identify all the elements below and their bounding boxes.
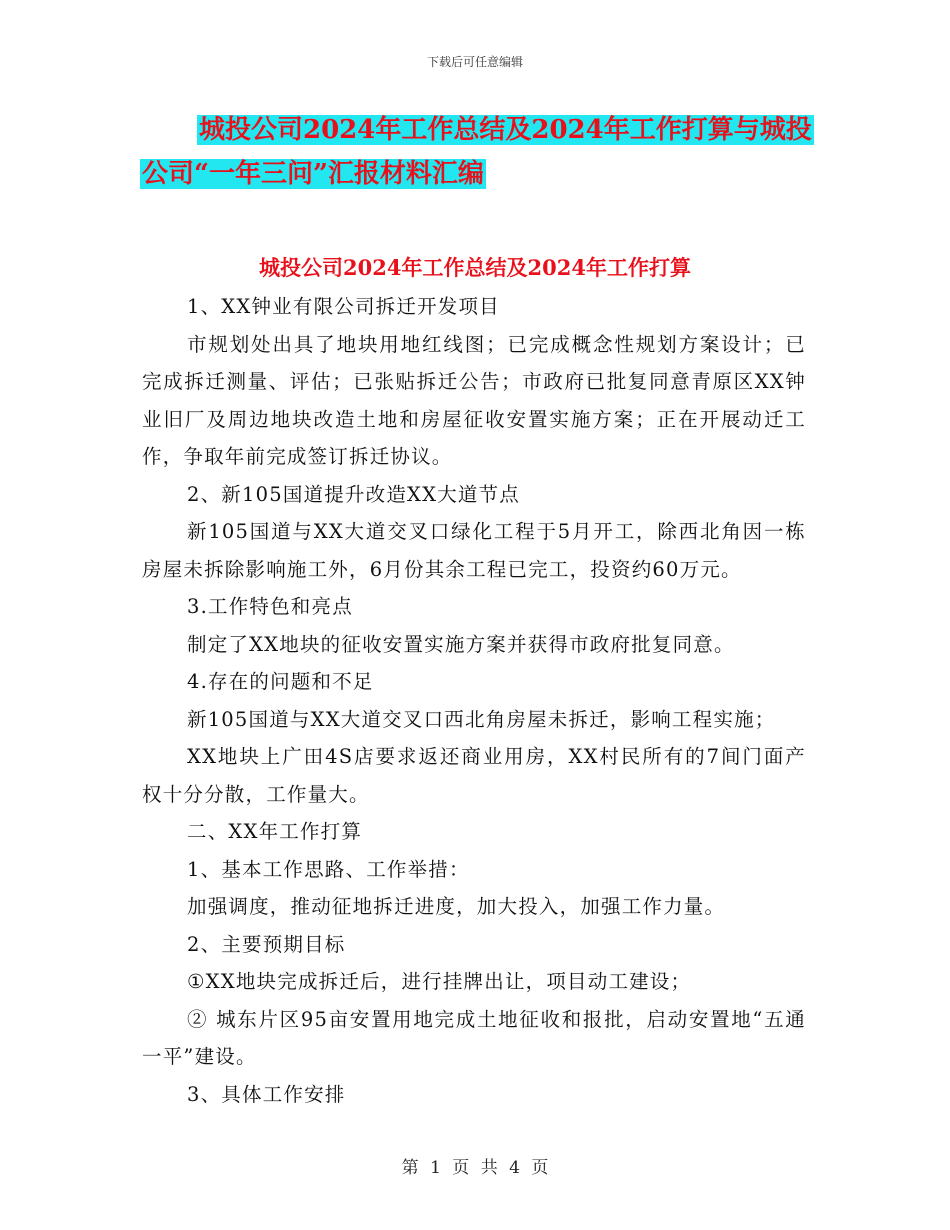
page-header: 下载后可任意编辑 xyxy=(426,55,523,69)
paragraph: 2、主要预期目标 xyxy=(187,932,346,956)
paragraph: 新105国道与XX大道交叉口绿化工程于5月开工，除西北角因一栋房屋未拆除影响施工外，6月份其余工程已完工，投资约60万元。 xyxy=(142,520,806,581)
page-footer: 第 1 页 共 4 页 xyxy=(401,1158,549,1178)
paragraph: 二、XX年工作打算 xyxy=(187,820,363,843)
title-line-1 xyxy=(197,112,814,148)
paragraph: 1、XX钟业有限公司拆迁开发项目 xyxy=(187,295,500,318)
paragraph: 3、具体工作安排 xyxy=(187,1082,346,1106)
paragraph: ② 城东片区95亩安置用地完成土地征收和报批，启动安置地“五通一平”建设。 xyxy=(142,1007,806,1068)
paragraph: 3.工作特色和亮点 xyxy=(187,595,353,618)
paragraph: 加强调度，推动征地拆迁进度，加大投入，加强工作力量。 xyxy=(187,895,726,918)
paragraph: 制定了XX地块的征收安置实施方案并获得市政府批复同意。 xyxy=(187,632,735,656)
title-line-2-text: 公司“一年三问”汇报材料汇编 xyxy=(142,159,484,189)
paragraph: XX地块上广田4S店要求返还商业用房，XX村民所有的7间门面产权十分分散，工作量大。 xyxy=(142,745,806,806)
paragraph: 2、新105国道提升改造XX大道节点 xyxy=(187,482,520,506)
paragraph: 新105国道与XX大道交叉口西北角房屋未拆迁，影响工程实施； xyxy=(187,707,776,731)
paragraph: 1、基本工作思路、工作举措： xyxy=(187,857,470,881)
paragraph: ①XX地块完成拆迁后，进行挂牌出让，项目动工建设； xyxy=(187,970,692,993)
paragraph: 4.存在的问题和不足 xyxy=(187,670,374,693)
paragraph: 市规划处出具了地块用地红线图；已完成概念性规划方案设计；已完成拆迁测量、评估；已张贴拆迁公告；市政府已批复同意青原区XX钟业旧厂及周边地块改造土地和房屋征收安置实施方案；正在开展动迁工作，争取年前完成签订拆迁协议。 xyxy=(142,332,806,468)
title-line-1-text: 城投公司2024年工作总结及2024年工作打算与城投 xyxy=(199,115,812,145)
document-body xyxy=(142,288,806,1113)
title-line-2 xyxy=(140,156,486,192)
section-title: 城投公司2024年工作总结及2024年工作打算 xyxy=(259,255,691,280)
